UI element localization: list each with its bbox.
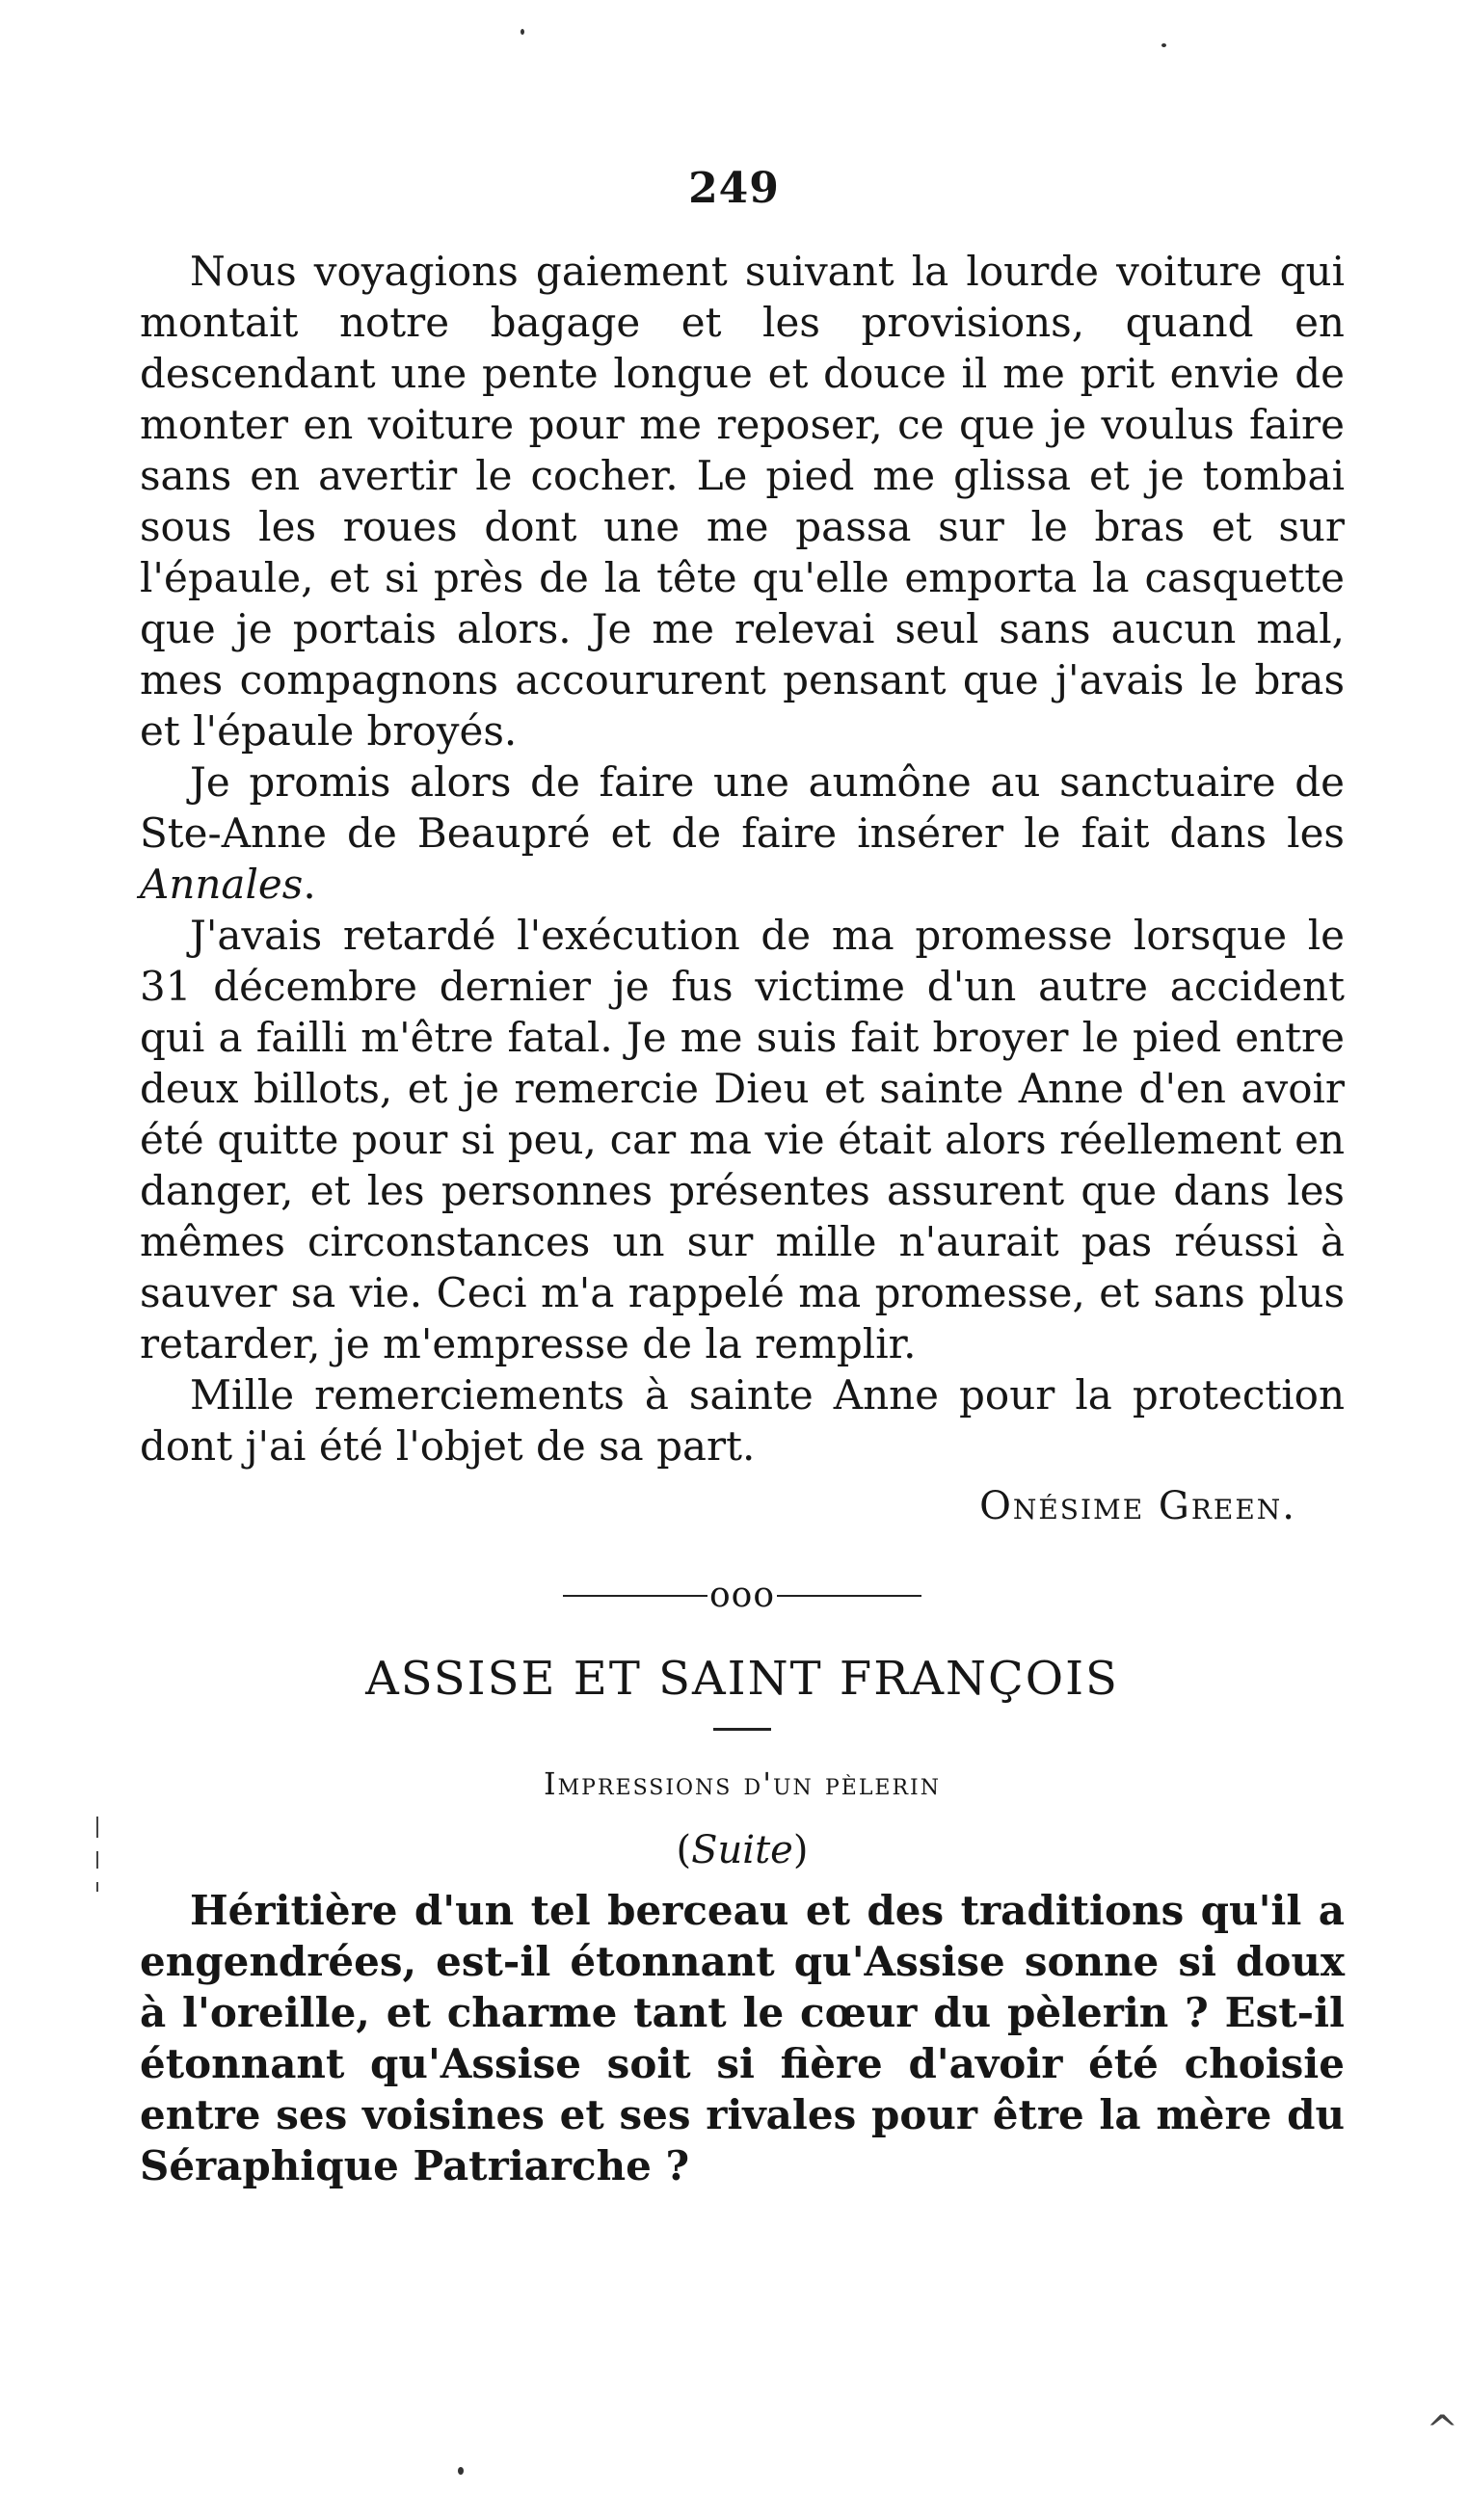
promise-end: . xyxy=(303,861,316,908)
paragraph-thanks: Mille remerciements à sainte Anne pour la protection dont j'ai été l'objet de sa part. xyxy=(140,1371,1345,1470)
paragraph-assise: Héritière d'un tel berceau et des traditions qu'il a engendrées, est-il étonnant qu'Assise sonne si doux à l'oreille, et charme tant le cœur du pèlerin ? Est-il étonnant qu'Assise soit si fière d'avoir été choisie entre ses voisines et ses rivales pour être la mère du Séraphique Patriarche ? xyxy=(140,1887,1345,2189)
subtitle: Impressions d'un pèlerin xyxy=(543,1765,941,1802)
separator-ornament: ooo xyxy=(708,1576,776,1615)
corner-mark: ^ xyxy=(1426,2408,1458,2453)
promise-text: Je promis alors de faire une aumône au sanctuaire de Ste-Anne de Beaupré et de faire insérer le fait dans les xyxy=(140,758,1345,857)
section-title: ASSISE ET SAINT FRANÇOIS xyxy=(365,1652,1119,1706)
article-text xyxy=(140,246,1345,2191)
margin-mark xyxy=(96,1882,98,1892)
annales-title: Annales xyxy=(140,861,304,908)
separator xyxy=(140,1570,1345,1620)
suite-label: (Suite) xyxy=(676,1828,809,1872)
paragraph-accident: Nous voyagions gaiement suivant la lourde voiture qui montait notre bagage et les provisions, quand en descendant une pente longue et douce il me prit envie de monter en voiture pour me reposer, ce que je voulus faire sans en avertir le cocher. Le pied me glissa et je tombai sous les roues dont une me passa sur le bras et sur l'épaule, et si près de la tête qu'elle emporta la casquette que je portais alors. Je me relevai seul sans aucun mal, mes compagnons accoururent pensant que j'avais le bras et l'épaule broyés. xyxy=(140,248,1345,755)
separator-rule-left xyxy=(563,1595,707,1597)
scan-speck xyxy=(1161,43,1166,47)
signature: Onésime Green. xyxy=(979,1484,1296,1528)
margin-marks xyxy=(96,1817,100,1905)
suite-text: Suite xyxy=(691,1828,793,1872)
title-rule xyxy=(713,1728,771,1731)
scan-speck xyxy=(520,29,524,35)
paragraph-second-accident: J'avais retardé l'exécution de ma promesse lorsque le 31 décembre dernier je fus victime d'un autre accident qui a failli m'être fatal. Je me suis fait broyer le pied entre deux billots, et je remercie Dieu et sainte Anne d'en avoir été quitte pour si peu, car ma vie était alors réellement en danger, et les personnes présentes assurent que dans les mêmes circonstances un sur mille n'aurait pas réussi à sauver sa vie. Ceci m'a rappelé ma promesse, et sans plus retarder, je m'empresse de la remplir. xyxy=(140,912,1345,1367)
margin-mark xyxy=(96,1851,98,1869)
margin-mark xyxy=(96,1817,98,1838)
page-number: 249 xyxy=(688,164,780,213)
paragraph-promise xyxy=(140,756,1345,910)
scan-speck xyxy=(458,2467,464,2475)
separator-rule-right xyxy=(777,1595,921,1597)
